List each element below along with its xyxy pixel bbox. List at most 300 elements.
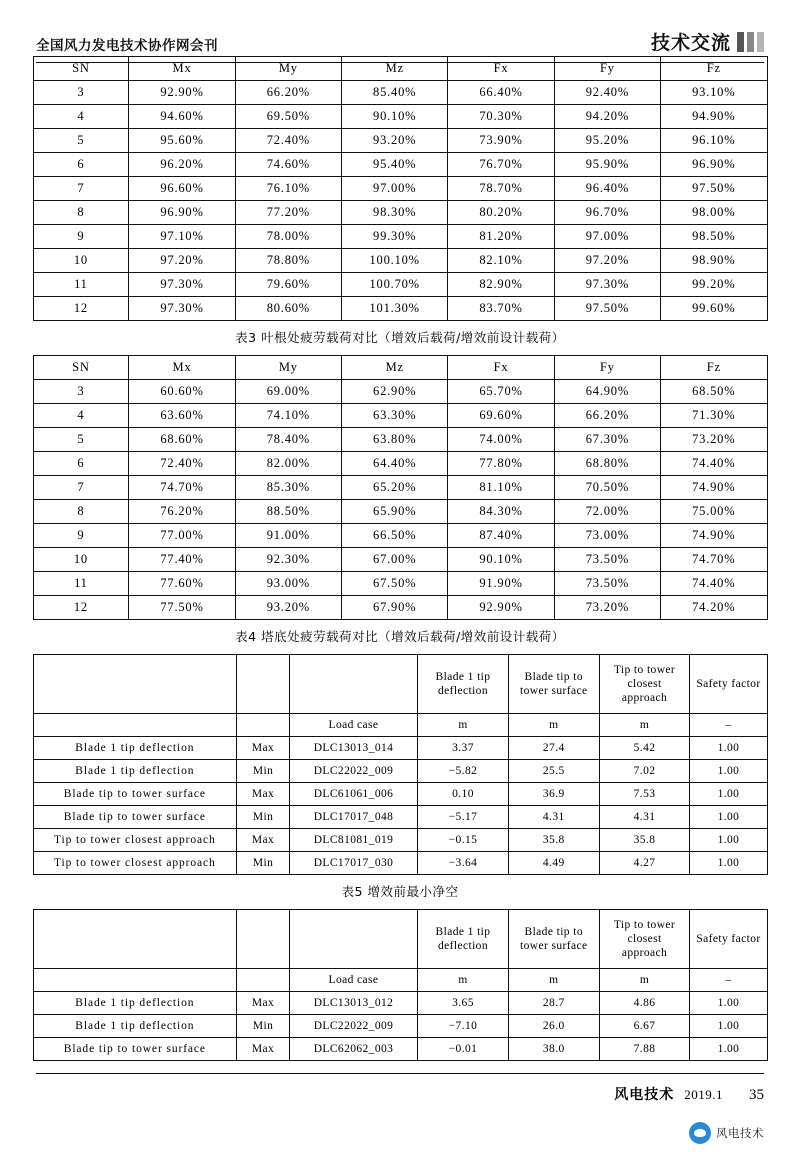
table-cell: 73.50% — [554, 548, 660, 572]
table-cell: 82.00% — [235, 452, 341, 476]
table-cell: 1.00 — [690, 1038, 767, 1061]
table-cell: 4.49 — [508, 852, 599, 875]
table-cell: 95.20% — [554, 129, 660, 153]
table-cell: 66.20% — [554, 404, 660, 428]
table-cell: 92.40% — [554, 81, 660, 105]
wechat-label: 风电技术 — [716, 1126, 764, 1140]
row-label: Tip to tower closest approach — [33, 829, 237, 852]
table-cell: 87.40% — [448, 524, 554, 548]
row-label: Blade 1 tip deflection — [33, 760, 237, 783]
table-cell: 94.20% — [554, 105, 660, 129]
table-cell: 5.42 — [599, 737, 690, 760]
table5-wrap — [33, 654, 768, 875]
table-cell: 92.90% — [129, 81, 235, 105]
table-cell: 73.20% — [661, 428, 767, 452]
table-cell: 96.90% — [661, 153, 767, 177]
table-cell: 76.20% — [129, 500, 235, 524]
table-cell: 84.30% — [448, 500, 554, 524]
table-cell: 83.70% — [448, 297, 554, 321]
column-header: My — [235, 356, 341, 380]
table-tower-base-fatigue — [33, 355, 768, 620]
table-cell: 35.8 — [599, 829, 690, 852]
table-cell: 99.60% — [661, 297, 767, 321]
table-cell: 64.90% — [554, 380, 660, 404]
header-spacer-cell — [33, 910, 237, 969]
table-cell: 5 — [33, 129, 129, 153]
table-cell: 81.20% — [448, 225, 554, 249]
column-header: Safety factor — [690, 655, 767, 714]
header-spacer-cell — [237, 655, 290, 714]
table-cell: 99.30% — [342, 225, 448, 249]
table-cell: 74.10% — [235, 404, 341, 428]
table-cell: 79.60% — [235, 273, 341, 297]
table-row — [33, 177, 767, 201]
table-cell: 74.40% — [661, 452, 767, 476]
row-label: Blade 1 tip deflection — [33, 737, 237, 760]
table5-caption: 表5 增效前最小净空 — [341, 884, 459, 899]
table-cell: 60.60% — [129, 380, 235, 404]
table-cell: 63.80% — [342, 428, 448, 452]
table-cell: 96.10% — [661, 129, 767, 153]
table-cell: Max — [237, 783, 290, 806]
table-clearance-after — [33, 909, 768, 1061]
row-label: Tip to tower closest approach — [33, 852, 237, 875]
column-header: Blade tip to tower surface — [508, 655, 599, 714]
table-cell: 0.10 — [418, 783, 509, 806]
column-header: Fy — [554, 57, 660, 81]
table-cell: −0.15 — [418, 829, 509, 852]
table-row — [33, 596, 767, 620]
table-row — [33, 737, 767, 760]
table-cell: 88.50% — [235, 500, 341, 524]
table-row — [33, 572, 767, 596]
column-header: Mz — [342, 57, 448, 81]
header-spacer-cell — [237, 910, 290, 969]
table-cell: 74.40% — [661, 572, 767, 596]
wechat-badge — [689, 1122, 764, 1144]
table-row — [33, 297, 767, 321]
table-cell: 101.30% — [342, 297, 448, 321]
table-cell: 74.60% — [235, 153, 341, 177]
page-footer — [36, 1084, 764, 1104]
column-header: Fx — [448, 57, 554, 81]
table-cell: 76.70% — [448, 153, 554, 177]
table-cell: 7.02 — [599, 760, 690, 783]
footer-journal-name: 风电技术 — [614, 1087, 675, 1103]
unit-cell: m — [508, 714, 599, 737]
table-cell: 71.30% — [661, 404, 767, 428]
table-cell: 26.0 — [508, 1015, 599, 1038]
table-row — [33, 273, 767, 297]
table-cell: 95.90% — [554, 153, 660, 177]
table-cell: 67.00% — [342, 548, 448, 572]
table-cell: 94.60% — [129, 105, 235, 129]
table-cell: 11 — [33, 273, 129, 297]
table-row — [33, 852, 767, 875]
table-cell: 67.50% — [342, 572, 448, 596]
header-section — [651, 28, 764, 55]
unit-cell: Load case — [289, 969, 417, 992]
table-cell: 97.20% — [554, 249, 660, 273]
unit-cell: m — [418, 969, 509, 992]
unit-cell — [33, 969, 237, 992]
table-cell: DLC81081_019 — [289, 829, 417, 852]
table-cell: DLC62062_003 — [289, 1038, 417, 1061]
table-cell: DLC61061_006 — [289, 783, 417, 806]
footer-divider — [36, 1073, 764, 1074]
table-unit-row — [33, 969, 767, 992]
row-label: Blade tip to tower surface — [33, 783, 237, 806]
row-label: Blade tip to tower surface — [33, 1038, 237, 1061]
unit-cell: m — [418, 714, 509, 737]
table-cell: DLC13013_014 — [289, 737, 417, 760]
table-header-row — [33, 910, 767, 969]
header-journal-title: 全国风力发电技术协作网会刊 — [36, 38, 218, 54]
table-cell: 97.20% — [129, 249, 235, 273]
table-cell: 12 — [33, 596, 129, 620]
table-cell: 73.00% — [554, 524, 660, 548]
table-cell: 65.90% — [342, 500, 448, 524]
table-cell: 77.50% — [129, 596, 235, 620]
table-cell: 68.60% — [129, 428, 235, 452]
table-cell: 73.90% — [448, 129, 554, 153]
table-cell: 100.70% — [342, 273, 448, 297]
table4-wrap — [33, 355, 768, 620]
table-cell: 1.00 — [690, 783, 767, 806]
table-cell: 82.90% — [448, 273, 554, 297]
table-cell: 28.7 — [508, 992, 599, 1015]
table-cell: 1.00 — [690, 852, 767, 875]
table-cell: DLC17017_048 — [289, 806, 417, 829]
table-cell: 97.30% — [129, 297, 235, 321]
table-cell: 69.00% — [235, 380, 341, 404]
table-cell: 96.20% — [129, 153, 235, 177]
table-cell: 82.10% — [448, 249, 554, 273]
page-header — [30, 0, 770, 56]
table-cell: 63.60% — [129, 404, 235, 428]
table-cell: 96.60% — [129, 177, 235, 201]
table-cell: 66.20% — [235, 81, 341, 105]
column-header: Tip to tower closest approach — [599, 910, 690, 969]
table-row — [33, 153, 767, 177]
table-cell: 1.00 — [690, 829, 767, 852]
header-spacer-cell — [289, 910, 417, 969]
table-cell: 69.60% — [448, 404, 554, 428]
table-row — [33, 476, 767, 500]
table-cell: 97.00% — [554, 225, 660, 249]
table-cell: DLC22022_009 — [289, 1015, 417, 1038]
table-cell: 74.90% — [661, 524, 767, 548]
header-spacer-cell — [33, 655, 237, 714]
table-cell: 97.00% — [342, 177, 448, 201]
table-cell: 6.67 — [599, 1015, 690, 1038]
table-cell: 74.20% — [661, 596, 767, 620]
table-cell: 64.40% — [342, 452, 448, 476]
table-cell: 75.00% — [661, 500, 767, 524]
table-cell: DLC13013_012 — [289, 992, 417, 1015]
table-cell: 5 — [33, 428, 129, 452]
table-cell: 6 — [33, 452, 129, 476]
table-row — [33, 548, 767, 572]
table-cell: 99.20% — [661, 273, 767, 297]
unit-cell: m — [599, 969, 690, 992]
wechat-icon — [689, 1122, 711, 1144]
unit-cell — [237, 969, 290, 992]
table-cell: 10 — [33, 548, 129, 572]
table-cell: 69.50% — [235, 105, 341, 129]
table-cell: 77.00% — [129, 524, 235, 548]
table-cell: 77.80% — [448, 452, 554, 476]
column-header: Mz — [342, 356, 448, 380]
table3-wrap — [33, 56, 768, 321]
table-cell: 85.40% — [342, 81, 448, 105]
table-cell: −7.10 — [418, 1015, 509, 1038]
unit-cell: m — [599, 714, 690, 737]
table-row — [33, 992, 767, 1015]
table-cell: 93.20% — [342, 129, 448, 153]
table-cell: Min — [237, 760, 290, 783]
column-header: Safety factor — [690, 910, 767, 969]
table-cell: 9 — [33, 225, 129, 249]
footer-date: 2019.1 — [684, 1087, 723, 1102]
table-cell: 91.00% — [235, 524, 341, 548]
table-row — [33, 404, 767, 428]
table-cell: 3.65 — [418, 992, 509, 1015]
table-blade-root-fatigue — [33, 56, 768, 321]
table-cell: 3 — [33, 380, 129, 404]
column-header: Fx — [448, 356, 554, 380]
table-cell: 3 — [33, 81, 129, 105]
table-cell: DLC22022_009 — [289, 760, 417, 783]
table-cell: 93.00% — [235, 572, 341, 596]
table6-wrap — [33, 909, 768, 1061]
table-cell: 80.20% — [448, 201, 554, 225]
table4-caption: 表4 塔底处疲劳载荷对比（增效后载荷/增效前设计载荷） — [235, 629, 565, 644]
table-cell: 67.30% — [554, 428, 660, 452]
row-label: Blade 1 tip deflection — [33, 992, 237, 1015]
table-cell: 4.31 — [599, 806, 690, 829]
column-header: Fz — [661, 57, 767, 81]
table-cell: 65.20% — [342, 476, 448, 500]
table-cell: 98.00% — [661, 201, 767, 225]
table-cell: 97.50% — [554, 297, 660, 321]
column-header: Mx — [129, 356, 235, 380]
table-cell: 96.70% — [554, 201, 660, 225]
table-row — [33, 760, 767, 783]
table-cell: −5.82 — [418, 760, 509, 783]
table-row — [33, 500, 767, 524]
header-bars-icon — [737, 32, 764, 52]
unit-cell: m — [508, 969, 599, 992]
table-row — [33, 380, 767, 404]
column-header: Mx — [129, 57, 235, 81]
table-cell: 93.10% — [661, 81, 767, 105]
table-cell: 80.60% — [235, 297, 341, 321]
table-cell: 1.00 — [690, 1015, 767, 1038]
table-cell: 96.90% — [129, 201, 235, 225]
table-cell: 62.90% — [342, 380, 448, 404]
table-cell: 4.27 — [599, 852, 690, 875]
table-cell: 4 — [33, 105, 129, 129]
table-cell: 3.37 — [418, 737, 509, 760]
table-cell: 90.10% — [342, 105, 448, 129]
unit-cell: – — [690, 714, 767, 737]
unit-cell — [237, 714, 290, 737]
table-row — [33, 225, 767, 249]
table-cell: 74.00% — [448, 428, 554, 452]
table-row — [33, 81, 767, 105]
table-cell: Max — [237, 737, 290, 760]
table-cell: 81.10% — [448, 476, 554, 500]
table-header-row — [33, 655, 767, 714]
table-cell: 27.4 — [508, 737, 599, 760]
table-cell: 10 — [33, 249, 129, 273]
table-cell: 4.86 — [599, 992, 690, 1015]
table-row — [33, 783, 767, 806]
table-cell: 93.20% — [235, 596, 341, 620]
table-cell: 96.40% — [554, 177, 660, 201]
table-row — [33, 201, 767, 225]
table-cell: 100.10% — [342, 249, 448, 273]
table-cell: 9 — [33, 524, 129, 548]
table-header-row — [33, 57, 767, 81]
table-cell: Max — [237, 1038, 290, 1061]
table-cell: 12 — [33, 297, 129, 321]
row-label: Blade 1 tip deflection — [33, 1015, 237, 1038]
table-cell: 90.10% — [448, 548, 554, 572]
table-row — [33, 452, 767, 476]
column-header: Fz — [661, 356, 767, 380]
table-cell: 95.60% — [129, 129, 235, 153]
table-cell: 74.90% — [661, 476, 767, 500]
table-cell: 25.5 — [508, 760, 599, 783]
table-cell: 91.90% — [448, 572, 554, 596]
table-header-row — [33, 356, 767, 380]
table-row — [33, 1015, 767, 1038]
table-cell: 77.40% — [129, 548, 235, 572]
table-row — [33, 1038, 767, 1061]
table-cell: 97.30% — [129, 273, 235, 297]
table-cell: 4 — [33, 404, 129, 428]
table-cell: 1.00 — [690, 992, 767, 1015]
table-cell: 7 — [33, 476, 129, 500]
table-cell: 76.10% — [235, 177, 341, 201]
table-cell: 77.20% — [235, 201, 341, 225]
table-cell: 1.00 — [690, 760, 767, 783]
table-cell: 74.70% — [129, 476, 235, 500]
table-cell: Max — [237, 992, 290, 1015]
table-cell: Min — [237, 1015, 290, 1038]
table-cell: 35.8 — [508, 829, 599, 852]
table-row — [33, 129, 767, 153]
table-cell: 66.50% — [342, 524, 448, 548]
table-cell: 65.70% — [448, 380, 554, 404]
table-cell: Min — [237, 806, 290, 829]
table-cell: 73.50% — [554, 572, 660, 596]
table3-caption: 表3 叶根处疲劳载荷对比（增效后载荷/增效前设计载荷） — [235, 330, 565, 345]
table-cell: 98.50% — [661, 225, 767, 249]
table-cell: 73.20% — [554, 596, 660, 620]
table-cell: 7 — [33, 177, 129, 201]
table-cell: 92.90% — [448, 596, 554, 620]
table-cell: 72.40% — [235, 129, 341, 153]
unit-cell: – — [690, 969, 767, 992]
table-cell: 68.80% — [554, 452, 660, 476]
table-cell: −3.64 — [418, 852, 509, 875]
table-cell: 78.80% — [235, 249, 341, 273]
table-cell: 4.31 — [508, 806, 599, 829]
table-cell: 8 — [33, 201, 129, 225]
table-cell: 70.30% — [448, 105, 554, 129]
unit-cell: Load case — [289, 714, 417, 737]
table-cell: −0.01 — [418, 1038, 509, 1061]
column-header: Blade tip to tower surface — [508, 910, 599, 969]
table-cell: 98.30% — [342, 201, 448, 225]
table-cell: 77.60% — [129, 572, 235, 596]
table-cell: 72.40% — [129, 452, 235, 476]
table-row — [33, 428, 767, 452]
table-cell: 66.40% — [448, 81, 554, 105]
table-cell: 97.30% — [554, 273, 660, 297]
table-cell: Max — [237, 829, 290, 852]
table-cell: Min — [237, 852, 290, 875]
header-divider — [36, 62, 764, 63]
table-cell: 1.00 — [690, 737, 767, 760]
table-cell: 11 — [33, 572, 129, 596]
table-cell: 38.0 — [508, 1038, 599, 1061]
table-cell: −5.17 — [418, 806, 509, 829]
table-cell: 7.53 — [599, 783, 690, 806]
unit-cell — [33, 714, 237, 737]
column-header: My — [235, 57, 341, 81]
column-header: Tip to tower closest approach — [599, 655, 690, 714]
column-header: Blade 1 tip deflection — [418, 655, 509, 714]
table-cell: 78.70% — [448, 177, 554, 201]
table-row — [33, 105, 767, 129]
table-cell: 97.50% — [661, 177, 767, 201]
table-cell: DLC17017_030 — [289, 852, 417, 875]
table-cell: 63.30% — [342, 404, 448, 428]
table-row — [33, 829, 767, 852]
table-unit-row — [33, 714, 767, 737]
header-spacer-cell — [289, 655, 417, 714]
table-cell: 92.30% — [235, 548, 341, 572]
table-cell: 8 — [33, 500, 129, 524]
table-cell: 1.00 — [690, 806, 767, 829]
column-header: Blade 1 tip deflection — [418, 910, 509, 969]
column-header: SN — [33, 356, 129, 380]
table-row — [33, 524, 767, 548]
table-cell: 78.00% — [235, 225, 341, 249]
table-cell: 94.90% — [661, 105, 767, 129]
table-cell: 98.90% — [661, 249, 767, 273]
table-cell: 85.30% — [235, 476, 341, 500]
column-header: Fy — [554, 356, 660, 380]
table-cell: 70.50% — [554, 476, 660, 500]
column-header: SN — [33, 57, 129, 81]
header-section-label: 技术交流 — [650, 32, 731, 54]
table-cell: 6 — [33, 153, 129, 177]
page-number: 35 — [749, 1087, 764, 1103]
table-cell: 7.88 — [599, 1038, 690, 1061]
table-row — [33, 249, 767, 273]
table-cell: 95.40% — [342, 153, 448, 177]
table-cell: 78.40% — [235, 428, 341, 452]
table-cell: 74.70% — [661, 548, 767, 572]
table-row — [33, 806, 767, 829]
table-clearance-before — [33, 654, 768, 875]
table-cell: 68.50% — [661, 380, 767, 404]
